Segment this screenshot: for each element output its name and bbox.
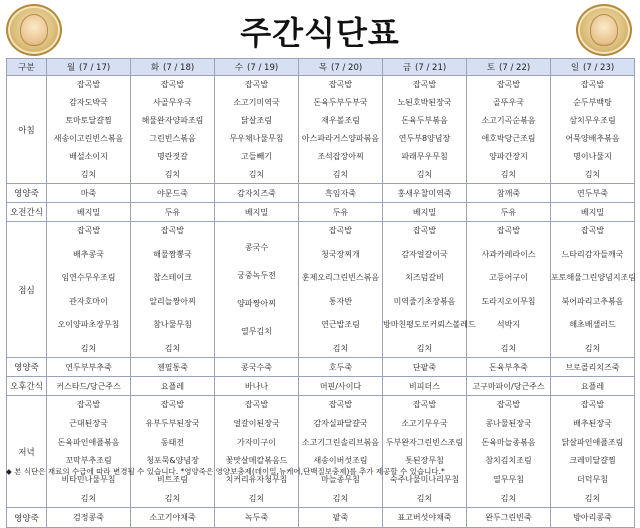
- menu-item: 소고기그린솔리브볶음: [301, 437, 380, 447]
- menu-cell: [215, 222, 299, 358]
- menu-item: 고들빼기: [241, 152, 272, 161]
- column-header-day: [383, 59, 467, 76]
- menu-item: 잡곡밥: [496, 226, 521, 235]
- day-date: (7 / 22): [499, 63, 531, 73]
- menu-cell: [47, 396, 131, 508]
- menu-item: 김치: [416, 170, 433, 179]
- menu-item: 애호박당근조림: [481, 134, 536, 143]
- menu-cell: [215, 358, 299, 377]
- menu-item: 소고기곡순볶음: [481, 116, 536, 125]
- menu-item: 잡곡밥: [496, 80, 521, 89]
- menu-item: 토마토달걀찜: [65, 116, 112, 125]
- menu-cell: [215, 184, 299, 203]
- column-header-day: [551, 59, 635, 76]
- menu-item: 참나물무침: [153, 320, 192, 330]
- menu-cell: [299, 76, 383, 184]
- day-name: 금: [402, 63, 412, 73]
- menu-cell: [215, 508, 299, 528]
- menu-item: 방마친평도로커뢰스볼레드: [383, 320, 476, 330]
- menu-item: 콩국수: [244, 243, 269, 252]
- column-header-day: [299, 59, 383, 76]
- menu-item: 야문드죽: [157, 188, 188, 198]
- menu-cell: [47, 203, 131, 222]
- menu-item: 알리늘짱아찌: [149, 296, 196, 306]
- menu-item: 열무김치: [241, 327, 272, 336]
- menu-cell: [551, 203, 635, 222]
- menu-cell: [131, 358, 215, 377]
- menu-item: 홍새우찰미역죽: [397, 188, 452, 198]
- menu-item: 닭살조림: [241, 116, 272, 125]
- menu-item: 파래무우무침: [401, 152, 448, 161]
- menu-item: 브로콜리치즈죽: [565, 362, 620, 372]
- menu-item: 도라지오이무침: [481, 296, 536, 306]
- table-header-row: [7, 59, 635, 76]
- menu-item: 잡곡밥: [160, 400, 185, 409]
- menu-item: 근대된장국: [69, 418, 108, 428]
- menu-item: 청국장찌개: [321, 249, 360, 259]
- menu-item: 감자도박국: [69, 98, 108, 107]
- menu-item: 배설소이지: [69, 152, 108, 161]
- menu-item: 닭살파인애플조림: [561, 437, 624, 447]
- menu-cell: [299, 377, 383, 396]
- menu-item: 바나나: [244, 381, 269, 391]
- menu-item: 해초배샐러드: [569, 320, 616, 330]
- menu-item: 잡곡밥: [328, 226, 353, 235]
- menu-item: 고등어구이: [489, 273, 528, 283]
- menu-item: 크레미달걀찜: [569, 456, 616, 466]
- menu-cell: [551, 76, 635, 184]
- menu-cell: [467, 184, 551, 203]
- menu-item: 해물짬뽕국: [153, 249, 192, 259]
- menu-cell: [467, 377, 551, 396]
- menu-item: 사골무우국: [153, 98, 192, 107]
- menu-item: 감자얼갈이국: [401, 249, 448, 259]
- menu-item: 잡곡밥: [580, 80, 605, 89]
- menu-item: 얼갈이된장국: [233, 418, 280, 428]
- table-row: [7, 222, 635, 358]
- menu-item: 돈육두부두부국: [313, 98, 368, 107]
- menu-item: 잡곡밥: [412, 226, 437, 235]
- day-date: (7 / 19): [247, 63, 279, 73]
- row-label: 점심: [7, 222, 47, 358]
- menu-item: 비타민나물무침: [61, 475, 116, 485]
- menu-item: 연두부부추죽: [65, 362, 112, 372]
- menu-item: 베지밀: [244, 207, 269, 217]
- column-header-day: [47, 59, 131, 76]
- menu-item: 마죽: [80, 188, 97, 198]
- menu-cell: [299, 396, 383, 508]
- menu-item: 통자반: [328, 296, 353, 306]
- menu-item: 비피더스: [409, 381, 440, 391]
- day-date: (7 / 23): [583, 63, 615, 73]
- menu-item: 잡곡밥: [580, 226, 605, 235]
- column-header-category: 구분: [7, 59, 47, 76]
- menu-item: 김치: [80, 170, 97, 179]
- menu-item: 소고기무우국: [401, 418, 448, 428]
- menu-item: 김치: [164, 170, 181, 179]
- menu-item: 명란젓갈: [157, 152, 188, 161]
- menu-item: 연두부8양념장: [398, 134, 451, 143]
- menu-item: 김치: [416, 343, 433, 353]
- menu-item: 커스타드/당근주스: [56, 381, 121, 391]
- menu-cell: [383, 222, 476, 358]
- menu-item: 잡곡밥: [76, 80, 101, 89]
- menu-item: 동태전: [160, 437, 185, 447]
- menu-cell: [299, 358, 383, 377]
- menu-cell: [383, 358, 467, 377]
- menu-item: 청포묵&양념장: [146, 456, 199, 466]
- menu-item: 연두부죽: [577, 188, 608, 198]
- menu-item: 김치: [248, 493, 265, 503]
- menu-item: 베지밀: [580, 207, 605, 217]
- menu-item: 해물완자양파조림: [141, 116, 204, 125]
- menu-item: 꽃맛살메칼볶음드: [225, 456, 288, 466]
- day-name: 목: [318, 63, 328, 73]
- menu-cell: [215, 396, 299, 508]
- menu-cell: [299, 508, 383, 528]
- column-header-day: [131, 59, 215, 76]
- menu-item: 양파짱아찌: [237, 299, 276, 308]
- menu-cell: [467, 203, 551, 222]
- menu-item: 관자호마이: [69, 296, 108, 306]
- day-date: (7 / 20): [331, 63, 363, 73]
- menu-item: 미역줄기초장볶음: [393, 296, 456, 306]
- menu-item: 콩나물된장국: [485, 418, 532, 428]
- menu-item: 김치: [500, 343, 517, 353]
- menu-item: 더덕무침: [577, 475, 608, 485]
- menu-item: 무우채나물무침: [229, 134, 284, 143]
- day-name: 월: [66, 63, 76, 73]
- medal-emblem-icon: [576, 4, 632, 56]
- row-label: 영양죽: [7, 358, 47, 377]
- menu-item: 두유: [164, 207, 181, 217]
- menu-item: 김치: [416, 493, 433, 503]
- menu-item: 요플레: [580, 381, 605, 391]
- menu-cell: [467, 396, 551, 508]
- menu-cell: [131, 377, 215, 396]
- menu-cell: [551, 508, 635, 528]
- menu-item: 순두부백탕: [573, 98, 612, 107]
- day-name: 토: [486, 63, 496, 73]
- table-row: [7, 203, 635, 222]
- menu-item: 감자실파달걀국: [313, 418, 368, 428]
- table-row: [7, 358, 635, 377]
- menu-item: 잡곡밥: [328, 80, 353, 89]
- menu-cell: [383, 508, 467, 528]
- menu-cell: [215, 76, 299, 184]
- menu-item: 잡곡밥: [412, 400, 437, 409]
- menu-item: 조석잡장아찌: [317, 152, 364, 161]
- menu-item: 소고기미역국: [233, 98, 280, 107]
- menu-item: 톳된장무침: [405, 456, 444, 466]
- day-name: 화: [150, 63, 160, 73]
- menu-item: 베지밀: [412, 207, 437, 217]
- menu-cell: [551, 396, 635, 508]
- table-row: [7, 184, 635, 203]
- menu-item: 참깨죽: [496, 188, 521, 198]
- menu-item: 석박지: [496, 320, 521, 330]
- menu-item: 치커리유자청무침: [225, 475, 288, 485]
- menu-item: 궁중녹두전: [237, 271, 276, 280]
- menu-item: 골뚜우국: [493, 98, 524, 107]
- menu-item: 잡곡밥: [76, 226, 101, 235]
- menu-item: 가자미구이: [237, 437, 276, 447]
- menu-cell: [131, 203, 215, 222]
- menu-cell: [131, 184, 215, 203]
- row-label: 영양죽: [7, 184, 47, 203]
- menu-cell: [47, 222, 131, 358]
- menu-cell: [47, 184, 131, 203]
- menu-item: 고구마파이/당근주스: [472, 381, 545, 391]
- menu-item: 김치: [248, 170, 265, 179]
- menu-item: 삼치무우조림: [569, 116, 616, 125]
- menu-item: 흑임자죽: [325, 188, 356, 198]
- menu-item: 호두죽: [328, 362, 353, 372]
- menu-cell: [299, 184, 383, 203]
- menu-item: 그린빈스볶음: [149, 134, 196, 143]
- menu-item: 새송이고린빈스볶음: [53, 134, 124, 143]
- menu-cell: [383, 184, 467, 203]
- menu-item: 사과카레라이스: [481, 249, 536, 259]
- menu-item: 요플레: [160, 381, 185, 391]
- menu-item: 감자치즈죽: [237, 188, 276, 198]
- menu-item: 팥죽: [332, 513, 349, 522]
- menu-cell: [131, 222, 215, 358]
- menu-item: 머핀/사이다: [319, 381, 362, 391]
- menu-cell: [467, 508, 551, 528]
- menu-item: 김치: [332, 343, 349, 353]
- column-header-day: [467, 59, 551, 76]
- menu-item: 돈육두부볶음: [401, 116, 448, 125]
- menu-cell: [551, 184, 635, 203]
- menu-item: 김치: [584, 343, 601, 353]
- row-label: 오전간식: [7, 203, 47, 222]
- menu-cell: [551, 358, 635, 377]
- menu-item: 잡곡밥: [580, 400, 605, 409]
- menu-item: 연근밥조림: [321, 320, 360, 330]
- menu-item: 잡곡밥: [244, 80, 269, 89]
- day-date: (7 / 21): [415, 63, 447, 73]
- menu-item: 돈육파인애플볶음: [57, 437, 120, 447]
- menu-item: 새송이버섯조림: [313, 456, 368, 466]
- menu-item: 열무무침: [493, 475, 524, 485]
- menu-item: 돈육부추죽: [489, 362, 528, 372]
- menu-item: 소고기야채죽: [149, 513, 196, 522]
- row-label: 아침: [7, 76, 47, 184]
- menu-item: 잡곡밥: [76, 400, 101, 409]
- menu-item: 양파간장지: [489, 152, 528, 161]
- menu-cell: [47, 508, 131, 528]
- menu-item: 두부완자그린빈스조림: [385, 437, 464, 447]
- menu-item: 마늘종무침: [321, 475, 360, 485]
- menu-item: 단팥죽: [412, 362, 437, 372]
- menu-cell: [299, 203, 383, 222]
- menu-item: 잡곡밥: [328, 400, 353, 409]
- table-row: [7, 396, 635, 508]
- menu-item: 콩국수죽: [241, 362, 272, 372]
- menu-item: 잡곡밥: [412, 80, 437, 89]
- menu-item: 두유: [332, 207, 349, 217]
- weekly-menu-table: [6, 58, 635, 528]
- table-row: [7, 508, 635, 528]
- menu-item: 완두그린빈죽: [485, 513, 532, 522]
- menu-item: 김치: [500, 170, 517, 179]
- menu-cell: [467, 76, 551, 184]
- column-header-day: [215, 59, 299, 76]
- menu-cell: [131, 508, 215, 528]
- menu-cell: [383, 76, 467, 184]
- menu-item: 두유: [500, 207, 517, 217]
- menu-item: 젠필통죽: [157, 362, 188, 372]
- menu-cell: [131, 76, 215, 184]
- menu-item: 김치: [584, 170, 601, 179]
- day-name: 일: [570, 63, 580, 73]
- menu-cell: [551, 222, 635, 358]
- menu-cell: [383, 377, 467, 396]
- menu-item: 방아리콩죽: [573, 513, 612, 522]
- menu-cell: [299, 222, 383, 358]
- menu-item: 잡곡밥: [496, 400, 521, 409]
- row-label: 오후간식: [7, 377, 47, 396]
- menu-item: 훈제오리그린빈스볶음: [301, 273, 380, 283]
- menu-item: 참치김치조림: [485, 456, 532, 466]
- day-date: (7 / 18): [163, 63, 195, 73]
- menu-item: 재우볼조림: [321, 116, 360, 125]
- menu-item: 오이양파초장무침: [57, 320, 120, 330]
- menu-cell: [47, 358, 131, 377]
- menu-item: 베지밀: [76, 207, 101, 217]
- menu-item: 김치: [332, 493, 349, 503]
- menu-item: 북어파리고추볶음: [561, 296, 624, 306]
- table-row: [7, 377, 635, 396]
- menu-item: 김치: [80, 493, 97, 503]
- menu-item: 녹두죽: [244, 513, 269, 522]
- menu-cell: [467, 222, 551, 358]
- menu-item: 김치: [584, 493, 601, 503]
- menu-item: 임연수무우조림: [61, 273, 116, 283]
- menu-item: 표고버섯야채죽: [397, 513, 452, 522]
- menu-item: 배추된장국: [573, 418, 612, 428]
- row-label: 저녁: [7, 396, 47, 508]
- menu-cell: [383, 203, 467, 222]
- menu-cell: [131, 396, 215, 508]
- footer-note: ◆ 본 식단은 재료의 수급에 따라 변경될 수 있습니다. *영양죽은 영양보충제(데이밀,뉴케어,단백질보충제)를 추가 제공할 수 있습니다.*: [6, 467, 445, 476]
- menu-cell: [467, 358, 551, 377]
- menu-item: 김치: [164, 343, 181, 353]
- menu-item: 명이나물지: [573, 152, 612, 161]
- menu-item: 잡곡밥: [160, 226, 185, 235]
- menu-item: 배추콩국: [73, 249, 104, 259]
- menu-cell: [215, 203, 299, 222]
- header: [0, 0, 640, 58]
- day-date: (7 / 17): [79, 63, 111, 73]
- menu-item: 김치: [80, 343, 97, 353]
- menu-item: 아스파라거스양파볶음: [301, 134, 380, 143]
- menu-item: 느타리감자들깨국: [561, 249, 624, 259]
- menu-item: 김치: [164, 493, 181, 503]
- day-name: 수: [234, 63, 244, 73]
- table-row: [7, 76, 635, 184]
- menu-item: 숙주나물미나리무침: [389, 475, 460, 485]
- menu-item: 잡곡밥: [160, 80, 185, 89]
- page-title: 주간식단표: [240, 14, 400, 52]
- menu-item: 포토해물그린양념지조림: [551, 273, 637, 283]
- menu-item: 찹스테이크: [153, 273, 192, 283]
- menu-item: 잡곡밥: [244, 400, 269, 409]
- menu-item: 유부두부된장국: [145, 418, 200, 428]
- menu-item: 비트조림: [157, 475, 188, 485]
- menu-cell: [383, 396, 467, 508]
- menu-item: 김치: [500, 493, 517, 503]
- menu-item: 김치: [332, 170, 349, 179]
- menu-item: 치즈덤갈비: [405, 273, 444, 283]
- menu-item: 꼬막부추조림: [65, 456, 112, 466]
- row-label: 영양죽: [7, 508, 47, 528]
- menu-item: 어묵양배추볶음: [565, 134, 620, 143]
- menu-item: 검정콩죽: [73, 513, 104, 522]
- menu-cell: [47, 377, 131, 396]
- menu-item: 돈육마늘종볶음: [481, 437, 536, 447]
- menu-cell: [47, 76, 131, 184]
- menu-cell: [551, 377, 635, 396]
- menu-item: 노된호박된장국: [397, 98, 452, 107]
- menu-cell: [215, 377, 299, 396]
